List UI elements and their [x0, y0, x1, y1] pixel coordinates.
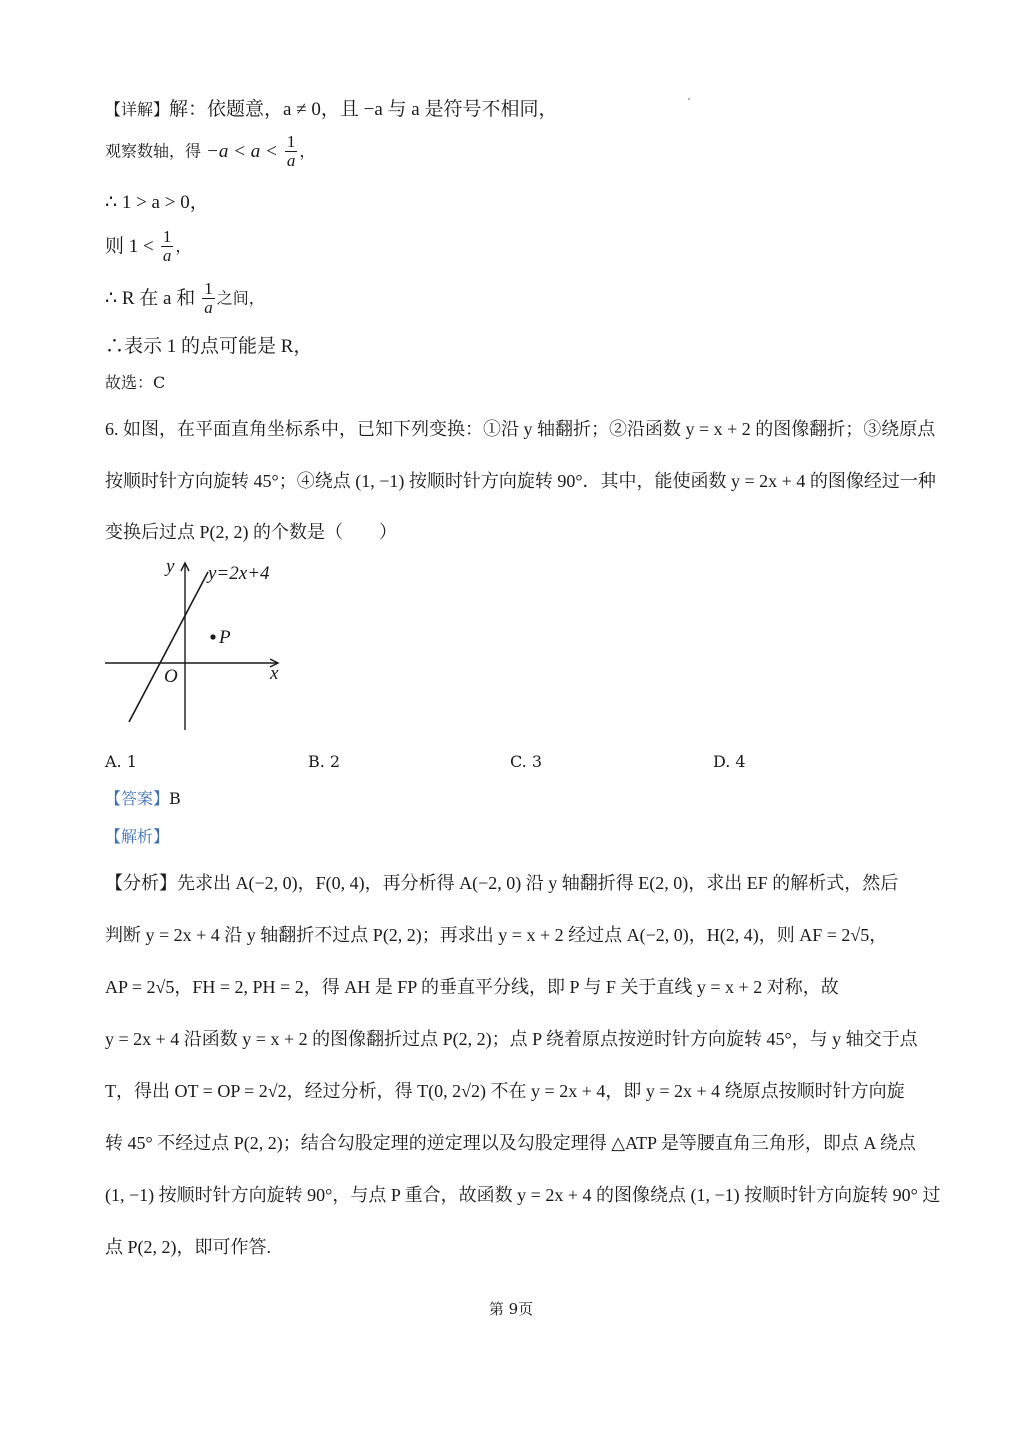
- coordinate-figure: [100, 555, 290, 735]
- question-line-2: 按顺时针方向旋转 45°；④绕点 (1, −1) 按顺时针方向旋转 90°．其中，能使函数 y = 2x + 4 的图像经过一种: [105, 471, 936, 491]
- analysis-line-1: 【分析】先求出 A(−2, 0)，F(0, 4)，再分析得 A(−2, 0) 沿 y 轴翻折得 E(2, 0)，求出 EF 的解析式，然后: [105, 873, 899, 893]
- y-axis-label: y: [166, 556, 175, 577]
- fraction-one-over-a-2: [161, 228, 174, 265]
- detail-line-6: ∴表示 1 的点可能是 R，: [105, 336, 313, 357]
- detail-inequality: −a < a <: [206, 140, 278, 162]
- x-axis-label: x: [270, 663, 279, 684]
- page-number: 第 9页: [488, 1300, 534, 1318]
- detail-text-2a: 观察数轴，得: [105, 141, 202, 161]
- detail-text-5a: ∴ R 在 a 和: [105, 287, 196, 309]
- fraction-one-over-a-3: [202, 280, 215, 317]
- analysis-line-5: T，得出 OT = OP = 2√2，经过分析，得 T(0, 2√2) 不在 y = 2x + 4，即 y = 2x + 4 绕原点按顺时针方向旋: [105, 1081, 905, 1101]
- function-line: [129, 572, 208, 722]
- answer-value: B: [169, 789, 181, 808]
- detail-line-5: [105, 280, 265, 317]
- frac-denominator: a: [204, 297, 213, 317]
- detail-line-1: [105, 100, 557, 119]
- answer-options: [105, 752, 825, 772]
- question-line-1: 6. 如图，在平面直角坐标系中，已知下列变换：①沿 y 轴翻折；②沿函数 y = x + 2 的图像翻折；③绕原点: [105, 419, 936, 439]
- option-b: B. 2: [308, 752, 341, 771]
- detail-text-1: 解：依题意，a ≠ 0，且 −a 与 a 是符号不相同，: [169, 99, 558, 120]
- frac-numerator: 1: [286, 132, 296, 151]
- frac-denominator: a: [162, 245, 172, 265]
- detail-line-3: ∴ 1 > a > 0，: [105, 192, 209, 213]
- origin-label: O: [164, 666, 178, 687]
- detail-text-5b: 之间，: [216, 288, 265, 308]
- point-p-label: P: [219, 627, 231, 648]
- analysis-line-8: 点 P(2, 2)，即可作答.: [105, 1237, 271, 1257]
- frac-numerator: 1: [204, 279, 213, 298]
- detail-text-4: 则 1 <: [105, 235, 154, 257]
- answer-line: [105, 791, 181, 807]
- fraction-one-over-a: [285, 133, 298, 170]
- analysis-label: 【解析】: [105, 827, 170, 846]
- analysis-line-7: (1, −1) 按顺时针方向旋转 90°，与点 P 重合，故函数 y = 2x + 4 的图像绕点 (1, −1) 按顺时针方向旋转 90° 过: [105, 1185, 941, 1205]
- option-c: C. 3: [510, 752, 543, 771]
- frac-denominator: a: [286, 150, 296, 170]
- option-d: D. 4: [713, 752, 746, 771]
- detail-line-2: 观察数轴，得 −a < a < $\frac{1}{a}$ ，: [105, 132, 316, 170]
- scan-speck: [688, 98, 690, 100]
- detail-line-4: 则 1 < $\frac{1}{a}$ ，: [105, 227, 192, 265]
- analysis-line-6: 转 45° 不经过点 P(2, 2)；结合勾股定理的逆定理以及勾股定理得 △ATP 是等腰直角三角形，即点 A 绕点: [105, 1133, 916, 1153]
- option-a: A. 1: [105, 752, 137, 771]
- function-label: y=2x+4: [208, 563, 270, 584]
- answer-label: 【答案】: [105, 789, 170, 808]
- analysis-line-3: AP = 2√5，FH = 2, PH = 2，得 AH 是 FP 的垂直平分线，即 P 与 F 关于直线 y = x + 2 对称，故: [105, 977, 839, 997]
- analysis-line-4: y = 2x + 4 沿函数 y = x + 2 的图像翻折过点 P(2, 2)；点 P 绕着原点按逆时针方向旋转 45°，与 y 轴交于点: [105, 1029, 918, 1049]
- analysis-line-2: 判断 y = 2x + 4 沿 y 轴翻折不过点 P(2, 2)；再求出 y = x + 2 经过点 A(−2, 0)，H(2, 4)，则 AF = 2√5，: [105, 925, 888, 945]
- detail-label: 【详解】: [105, 100, 170, 119]
- question-line-3: 变换后过点 P(2, 2) 的个数是（ ）: [105, 522, 397, 542]
- detail-line-7: 故选：C: [105, 373, 166, 392]
- point-p-dot: [210, 634, 215, 639]
- frac-numerator: 1: [162, 227, 172, 246]
